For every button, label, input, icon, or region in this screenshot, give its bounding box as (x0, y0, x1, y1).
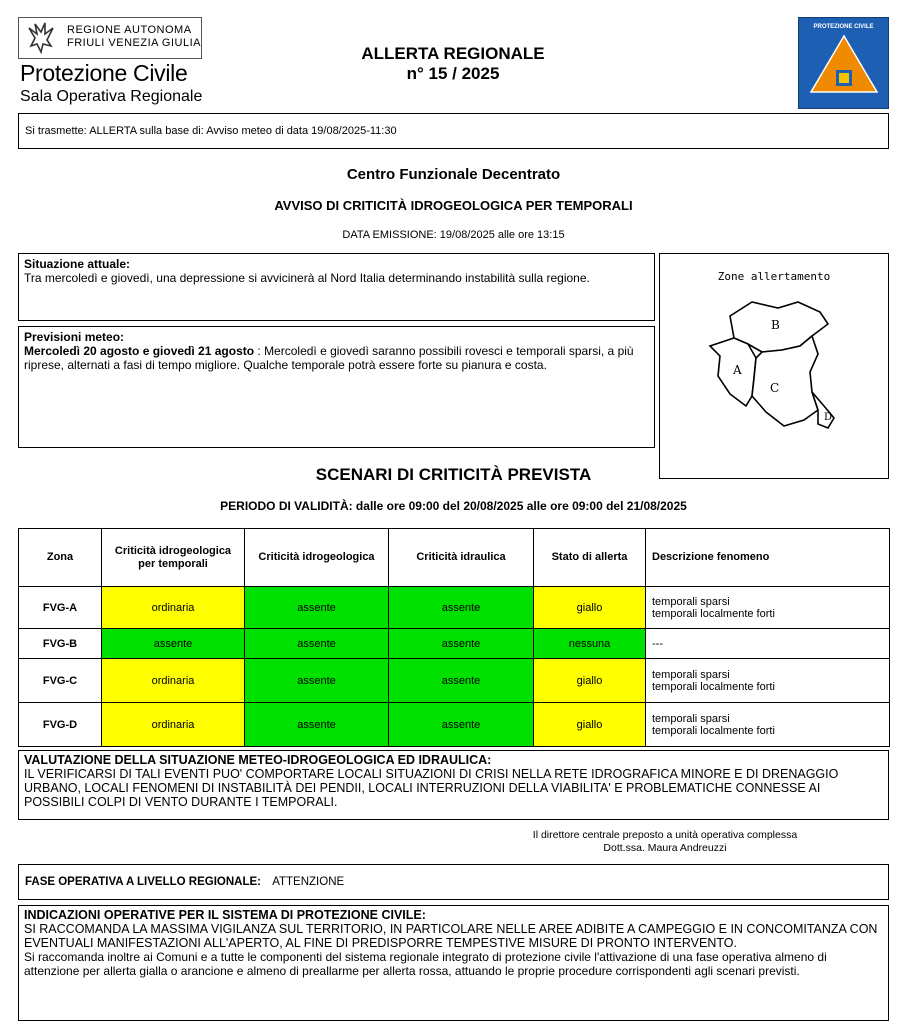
fase-operativa-box (18, 864, 889, 900)
header-descrizione: Descrizione fenomeno (646, 529, 890, 587)
zone-label-c: C (770, 381, 780, 395)
zona-cell: FVG-A (19, 587, 102, 629)
header-criticita-idraulica: Criticità idraulica (389, 529, 534, 587)
indicazioni-text-1: SI RACCOMANDA LA MASSIMA VIGILANZA SUL TERRITORIO, IN PARTICOLARE NELLE AREE ADIBITE A CAMPEGGIO E IN CONCOMITANZA CON EVENTUALI MANIFESTAZIONI ALL'APERTO, AL FINE DI PREDISPORRE TEMPESTIVE MISURE DI PRONTO INTERVENTO. (24, 922, 878, 950)
criticita-idrogeologica-cell: assente (245, 629, 389, 659)
logo-text: PROTEZIONE CIVILE (813, 24, 874, 30)
zone-map-box (659, 253, 889, 479)
previsioni-meteo-box (18, 326, 655, 448)
header-zona: Zona (19, 529, 102, 587)
region-name (67, 24, 201, 50)
descrizione-line: --- (652, 637, 663, 650)
criticita-temporali-cell: ordinaria (102, 659, 245, 703)
table-row (19, 703, 890, 747)
region-line-2: FRIULI VENEZIA GIULIA (67, 37, 201, 49)
direttore-name: Dott.ssa. Maura Andreuzzi (603, 842, 727, 854)
criticita-idrogeologica-cell: assente (245, 659, 389, 703)
stato-allerta-cell: nessuna (534, 629, 646, 659)
stato-allerta-cell: giallo (534, 587, 646, 629)
criticita-temporali-cell: ordinaria (102, 587, 245, 629)
table-header-row (19, 529, 890, 587)
criticita-table (18, 528, 890, 747)
valutazione-text: IL VERIFICARSI DI TALI EVENTI PUO' COMPORTARE LOCALI SITUAZIONI DI CRISI NELLA RETE IDROGRAFICA MINORE E DI DRENAGGIO URBANO, LOCALI FENOMENI DI INSTABILITÀ DEI PENDII, LOCALI INTERRUZIONI DELLA VIABILITA' E PROBLEMATICHE CONNESSE AI POSSIBILI COLPI DI VENTO DURANTE I TEMPORALI. (24, 767, 839, 809)
header-stato-allerta: Stato di allerta (534, 529, 646, 587)
zone-map (700, 294, 850, 444)
fase-value: ATTENZIONE (272, 876, 345, 888)
criticita-idraulica-cell: assente (389, 703, 534, 747)
avviso-title: AVVISO DI CRITICITÀ IDROGEOLOGICA PER TEMPORALI (274, 198, 633, 213)
descrizione-line: temporali localmente forti (652, 607, 775, 620)
zone-label-a: A (733, 363, 742, 377)
periodo-validita: PERIODO DI VALIDITÀ: dalle ore 09:00 del 20/08/2025 alle ore 09:00 del 21/08/2025 (220, 499, 687, 513)
zona-cell: FVG-C (19, 659, 102, 703)
direttore-role: Il direttore centrale preposto a unità operativa complessa (532, 829, 798, 841)
table-row (19, 659, 890, 703)
previsioni-text: : Mercoledì e giovedì saranno possibili rovesci e temporali sparsi, a più riprese, alternati a fasi di tempo migliore. Qualche temporale potrà essere forte su pianura e costa. (24, 344, 634, 372)
previsioni-label: Previsioni meteo: (24, 330, 125, 344)
zone-label-b: B (771, 318, 780, 332)
org-title: Protezione Civile (20, 60, 188, 86)
region-logo (18, 17, 202, 59)
situazione-attuale-box (18, 253, 655, 321)
valutazione-label: VALUTAZIONE DELLA SITUAZIONE METEO-IDROGEOLOGICA ED IDRAULICA: (24, 753, 492, 767)
criticita-temporali-cell: assente (102, 629, 245, 659)
org-subtitle: Sala Operativa Regionale (20, 88, 203, 105)
triangle-emblem-icon (799, 18, 890, 110)
situazione-label: Situazione attuale: (24, 257, 131, 271)
alert-number: n° 15 / 2025 (406, 64, 500, 83)
descrizione-cell (646, 703, 890, 747)
situazione-text: Tra mercoledì e giovedì, una depressione si avvicinerà al Nord Italia determinando instabilità sulla regione. (24, 271, 590, 285)
table-row (19, 629, 890, 659)
stato-allerta-cell: giallo (534, 703, 646, 747)
descrizione-cell (646, 659, 890, 703)
descrizione-cell (646, 629, 890, 659)
direttore-signature (470, 829, 860, 855)
descrizione-line: temporali sparsi (652, 712, 730, 725)
criticita-idrogeologica-cell: assente (245, 703, 389, 747)
alert-title: ALLERTA REGIONALE (361, 44, 545, 63)
header-criticita-idrogeologica: Criticità idrogeologica (245, 529, 389, 587)
region-line-1: REGIONE AUTONOMA (67, 24, 192, 36)
descrizione-line: temporali localmente forti (652, 680, 775, 693)
stato-allerta-cell: giallo (534, 659, 646, 703)
zone-label-d: D (824, 412, 833, 423)
zone-map-title: Zone allertamento (717, 270, 831, 283)
descrizione-cell (646, 587, 890, 629)
scenari-title: SCENARI DI CRITICITÀ PREVISTA (315, 465, 592, 484)
protezione-civile-logo (798, 17, 889, 109)
table-row (19, 587, 890, 629)
criticita-idraulica-cell: assente (389, 659, 534, 703)
previsioni-body (24, 344, 649, 372)
criticita-idraulica-cell: assente (389, 629, 534, 659)
zona-cell: FVG-B (19, 629, 102, 659)
eagle-emblem-icon (23, 20, 59, 56)
data-emissione: DATA EMISSIONE: 19/08/2025 alle ore 13:15 (342, 229, 565, 241)
descrizione-line: temporali sparsi (652, 668, 730, 681)
descrizione-line: temporali localmente forti (652, 724, 775, 737)
header-criticita-temporali: Criticità idrogeologica per temporali (102, 529, 245, 587)
valutazione-box (18, 750, 889, 820)
indicazioni-label: INDICAZIONI OPERATIVE PER IL SISTEMA DI PROTEZIONE CIVILE: (24, 908, 426, 922)
indicazioni-text-2: Si raccomanda inoltre ai Comuni e a tutte le componenti del sistema regionale integrato di protezione civile l'attivazione di una fase operativa almeno di attenzione per allerta gialla o arancione e almeno di preallarme per allerta rossa, attuando le proprie procedure corrispondenti agli scenari previsti. (24, 950, 827, 978)
criticita-idrogeologica-cell: assente (245, 587, 389, 629)
centro-funzionale-title: Centro Funzionale Decentrato (346, 166, 561, 183)
alert-title-block (300, 44, 606, 84)
indicazioni-box (18, 905, 889, 1021)
criticita-idraulica-cell: assente (389, 587, 534, 629)
previsioni-period: Mercoledì 20 agosto e giovedì 21 agosto (24, 344, 255, 358)
zona-cell: FVG-D (19, 703, 102, 747)
fase-label: FASE OPERATIVA A LIVELLO REGIONALE: (25, 876, 261, 888)
descrizione-line: temporali sparsi (652, 595, 730, 608)
trasmette-line: Si trasmette: ALLERTA sulla base di: Avviso meteo di data 19/08/2025-11:30 (18, 113, 889, 149)
criticita-temporali-cell: ordinaria (102, 703, 245, 747)
